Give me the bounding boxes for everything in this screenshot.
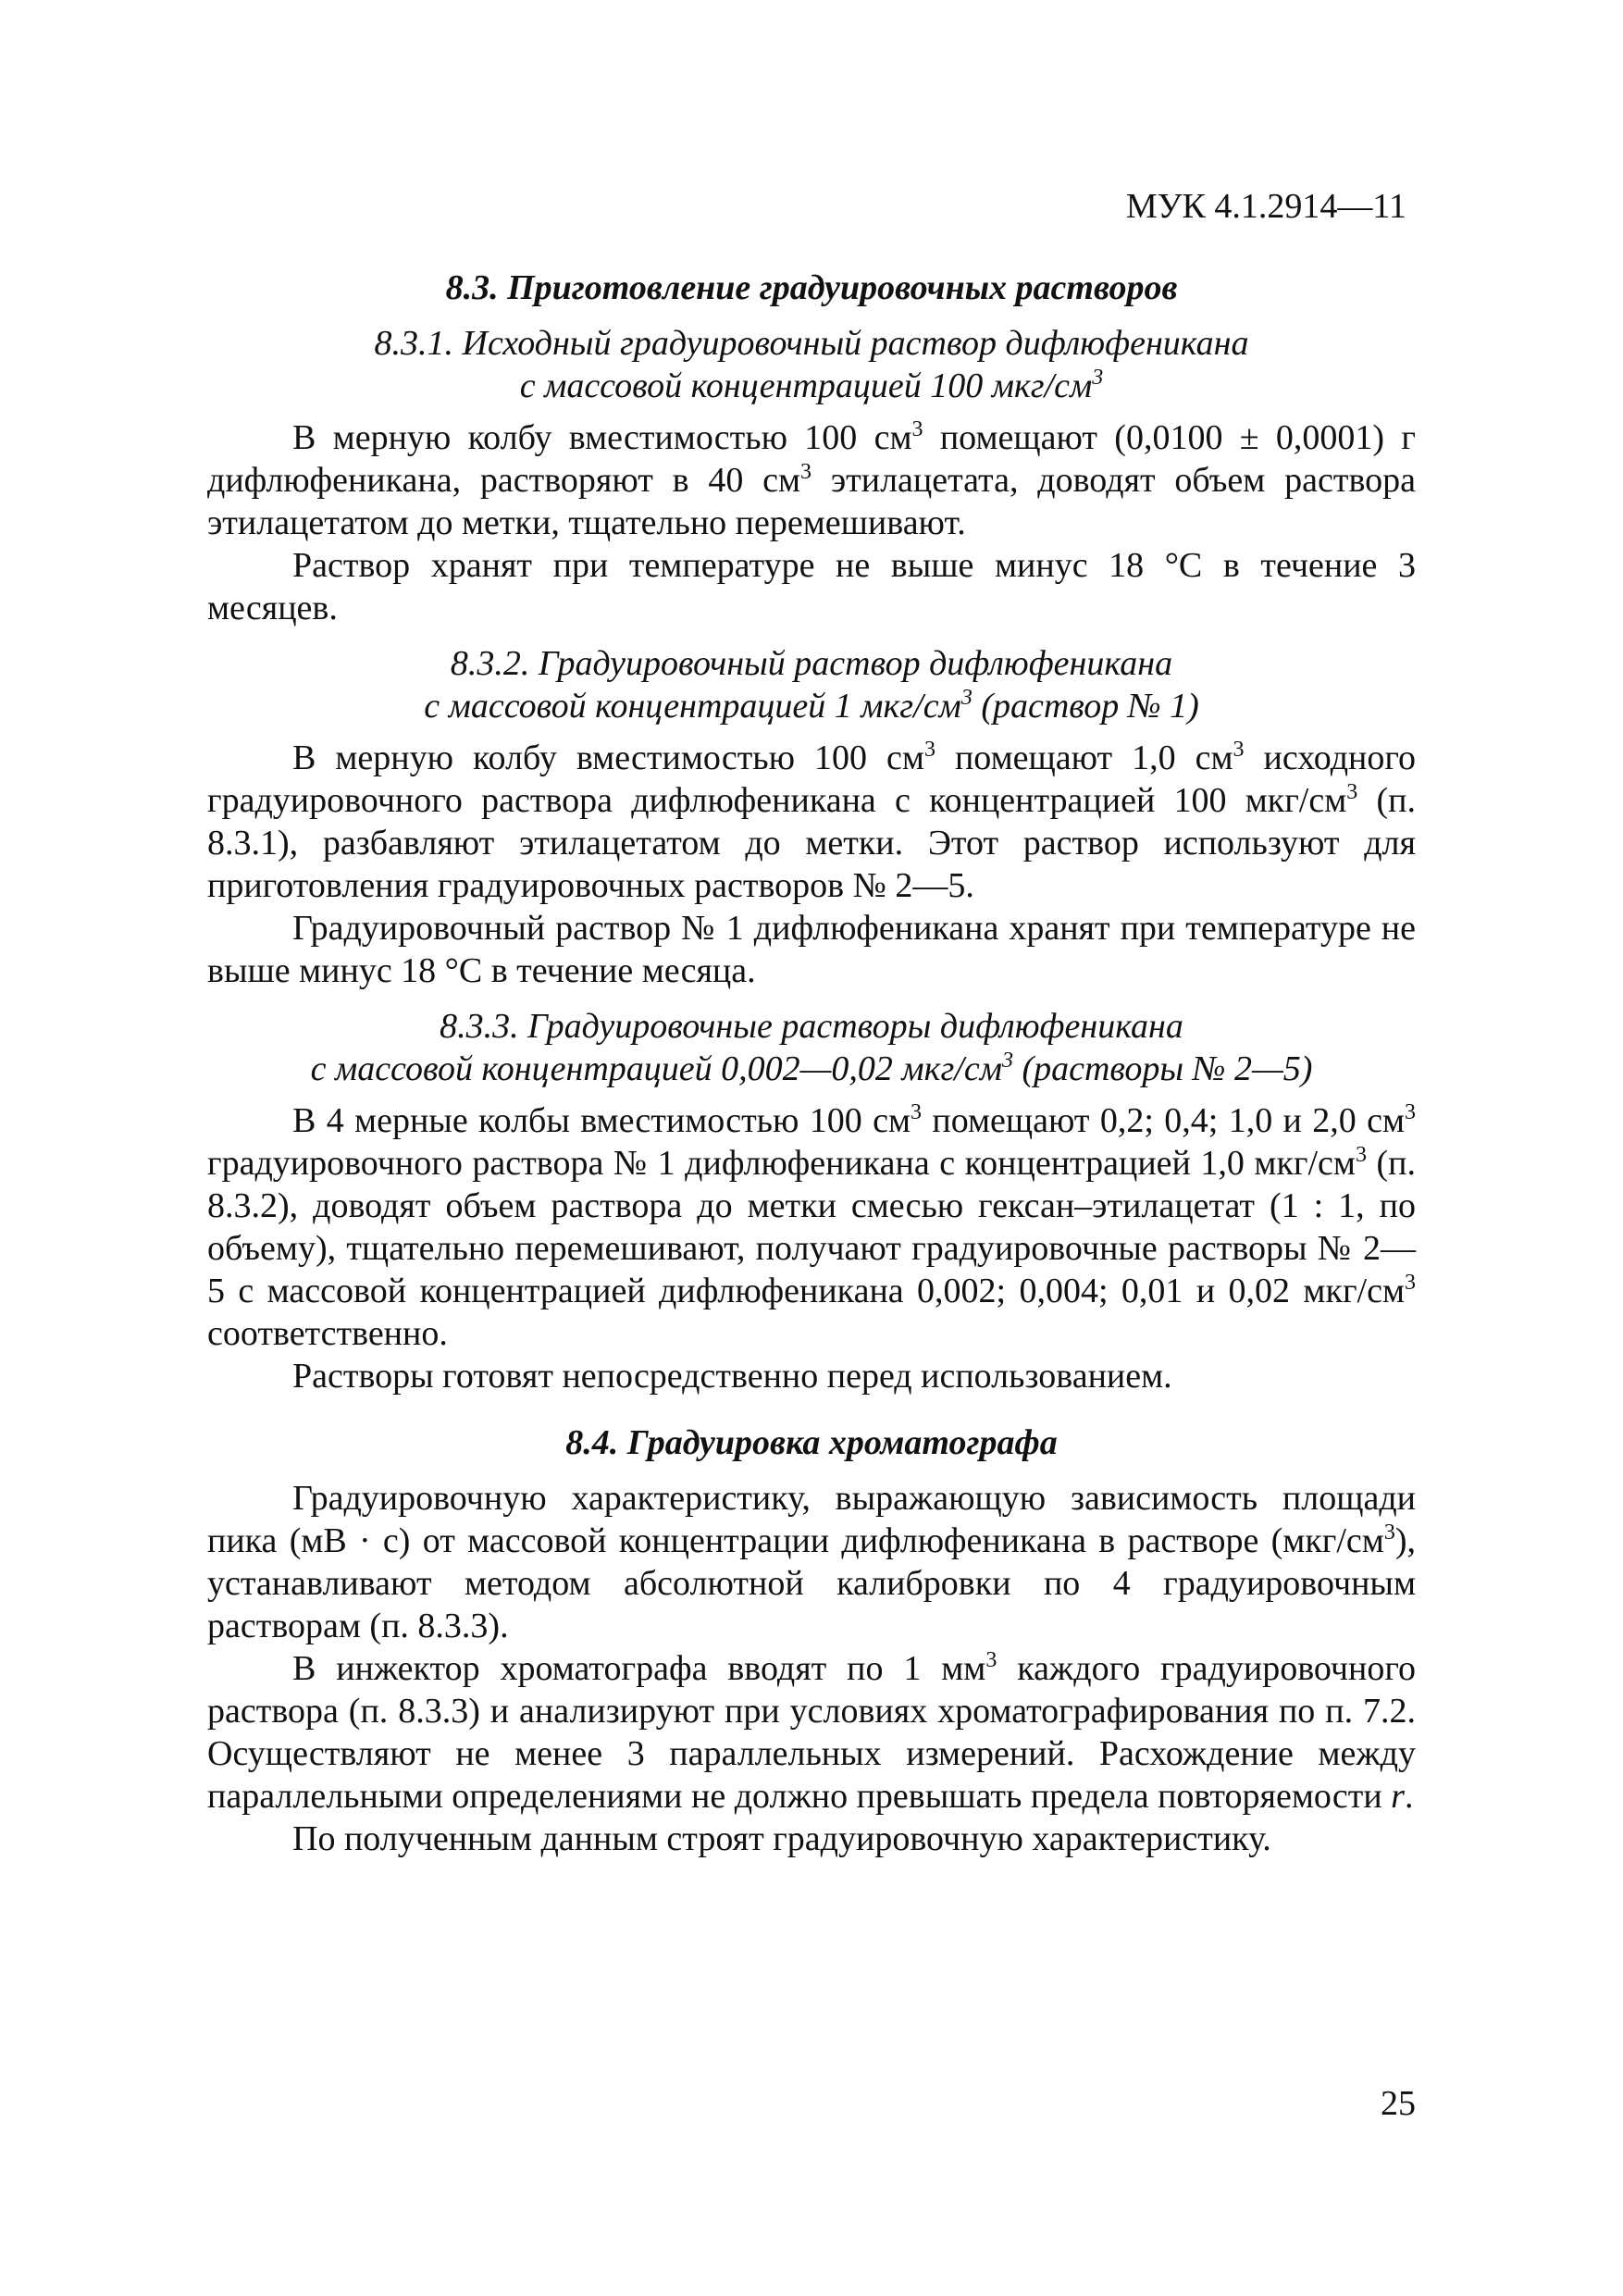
subsection-8-3-2-heading-line1: 8.3.2. Градуировочный раствор дифлюфеникана [450,644,1173,683]
text: помещают 0,2; 0,4; 1,0 и 2,0 см [922,1101,1405,1140]
text: . [1404,1777,1414,1816]
heading-text: с массовой концентрацией 1 мкг/см [424,687,961,726]
text: этилацетата, доводят объем раствора этилацетатом до метки, тщательно перемешивают. [207,461,1416,542]
paragraph-8-3-1-1 [207,416,1416,544]
subsection-8-3-3-heading [207,1005,1416,1090]
text: (п. 8.3.2), доводят объем раствора до метки смесью гексан–этилацетат (1 : 1, по объему), тщательно перемешивают, получают градуировочные растворы № 2—5 с массовой концентрацией дифлюфеникана 0,002; 0,004; 0,01 и 0,02 мкг/см [207,1144,1416,1310]
paragraph-8-4-3: По полученным данным строят градуировочную характеристику. [292,1819,1271,1858]
heading-text: (растворы № 2—5) [1012,1049,1313,1088]
paragraph-8-3-2-1 [207,737,1416,907]
subsection-8-3-1-heading [207,322,1416,407]
heading-text: (раствор № 1) [972,687,1199,726]
text: ), устанавливают методом абсолютной калибровки по 4 градуировочным растворам (п. 8.3.3). [207,1521,1416,1645]
heading-text: с массовой концентрацией 100 мкг/см [519,366,1093,405]
section-8-4-title: 8.4. Градуировка хроматографа [565,1423,1058,1462]
text: соответственно. [207,1314,448,1353]
superscript: 3 [960,686,973,710]
text: (п. 8.3.1), разбавляют этилацетатом до метки. Этот раствор используют для приготовления градуировочных растворов № 2—5. [207,781,1416,905]
symbol-r: r [1391,1777,1405,1816]
superscript: 3 [1355,1143,1367,1167]
subsection-8-3-3-heading-line2 [207,1048,1416,1090]
subsection-8-3-3-heading-line1: 8.3.3. Градуировочные растворы дифлюфеникана [440,1007,1183,1046]
paragraph-8-4-2 [207,1647,1416,1818]
superscript: 3 [1405,1271,1416,1295]
text: Градуировочную характеристику, выражающую зависимость площади пика (мВ · с) от массовой концентрации дифлюфеникана в растворе (мкг/см [207,1479,1416,1560]
text: В мерную колбу вместимостью 100 см [292,738,924,777]
superscript: 3 [911,417,923,441]
text: В 4 мерные колбы вместимостью 100 см [292,1101,911,1140]
paragraph-8-3-3-1 [207,1099,1416,1355]
superscript: 3 [1383,1520,1395,1545]
text: помещают 1,0 см [935,738,1233,777]
superscript: 3 [1346,780,1358,804]
paragraph-8-3-2-2: Градуировочный раствор № 1 дифлюфеникана хранят при температуре не выше минус 18 °С в течение месяца. [207,909,1416,990]
superscript: 3 [1092,366,1104,390]
superscript: 3 [800,460,812,484]
heading-text: с массовой концентрацией 0,002—0,02 мкг/см [310,1049,1002,1088]
paragraph-8-3-3-2: Растворы готовят непосредственно перед использованием. [292,1357,1172,1396]
page-content [207,267,1416,1860]
paragraph-8-3-1-2: Раствор хранят при температуре не выше минус 18 °С в течение 3 месяцев. [207,546,1416,627]
superscript: 3 [1405,1100,1416,1124]
superscript: 3 [911,1100,923,1124]
text: В инжектор хроматографа вводят по 1 мм [292,1649,986,1688]
superscript: 3 [923,738,935,762]
text: каждого градуировочного раствора (п. 8.3.3) и анализируют при условиях хроматографирования по п. 7.2. Осуществляют не менее 3 параллельных измерений. Расхождение между параллельными определениями не должно превышать предела повторяемости [207,1649,1417,1816]
subsection-8-3-2-heading [207,642,1416,727]
paragraph-8-4-1 [207,1477,1416,1647]
superscript: 3 [1233,738,1245,762]
text: исходного градуировочного раствора дифлюфеникана с концентрацией 100 мкг/см [207,738,1417,820]
text: В мерную колбу вместимостью 100 см [292,418,912,457]
document-code: МУК 4.1.2914—11 [1125,187,1406,226]
superscript: 3 [1001,1049,1013,1073]
subsection-8-3-2-heading-line2 [207,685,1416,727]
section-8-3-title: 8.3. Приготовление градуировочных растворов [445,268,1178,307]
page-number: 25 [1381,2084,1416,2123]
superscript: 3 [985,1648,997,1672]
subsection-8-3-1-heading-line1: 8.3.1. Исходный градуировочный раствор дифлюфеникана [374,324,1249,363]
text: градуировочного раствора № 1 дифлюфеникана с концентрацией 1,0 мкг/см [207,1144,1356,1183]
subsection-8-3-1-heading-line2 [207,365,1416,407]
text: помещают (0,0100 ± 0,0001) г дифлюфеникана, растворяют в 40 см [207,418,1416,500]
